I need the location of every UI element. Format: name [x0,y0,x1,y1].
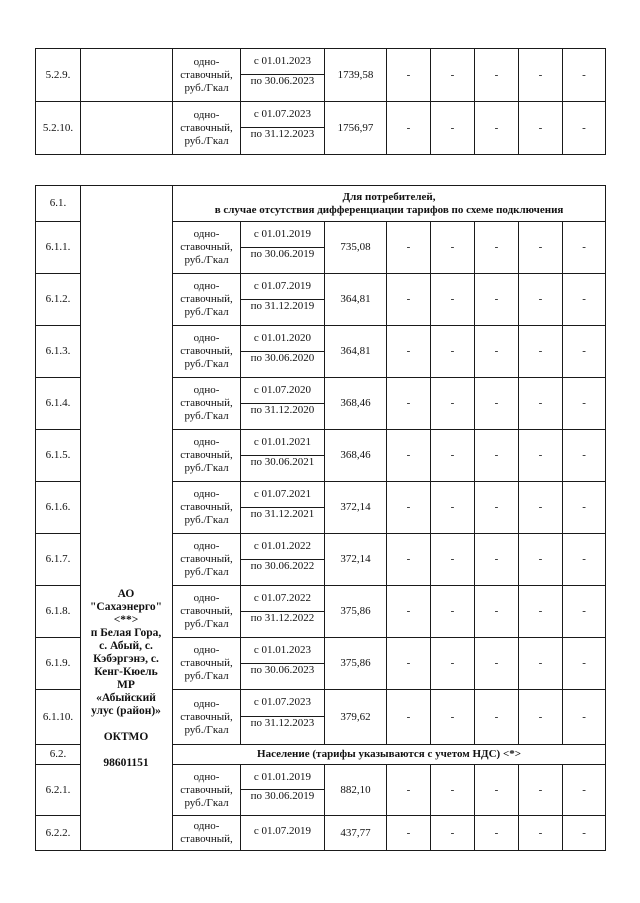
period-cell [241,482,325,534]
organization-line: "Сахаэнерго" [90,601,162,613]
unit-line-1: одно- [193,540,220,552]
dash-cell: - [431,638,475,690]
row-code: 6.1.5. [36,430,81,482]
dash-cell: - [519,482,563,534]
row-code: 6.1.8. [36,586,81,638]
dash-cell: - [475,482,519,534]
unit-line-3: руб./Гкал [184,410,229,422]
period-from: с 01.07.2023 [241,690,324,717]
dash-cell: - [519,586,563,638]
row-code: 6.1.4. [36,378,81,430]
dash-cell: - [387,326,431,378]
period-cell [241,274,325,326]
section-header [173,186,606,222]
unit-cell [173,765,241,816]
organization-line [80,744,172,757]
period-cell [241,326,325,378]
dash-cell: - [519,638,563,690]
dash-cell: - [387,274,431,326]
dash-cell: - [387,482,431,534]
dash-cell: - [519,690,563,745]
unit-line-1: одно- [193,108,220,121]
unit-line-1: одно- [193,697,220,710]
table-row [36,49,606,102]
period-to: по 31.12.2022 [250,611,315,624]
unit-line-3: руб./Гкал [184,462,229,474]
row-code: 6.1.9. [36,638,81,690]
period-from: с 01.01.2023 [241,638,324,664]
dash-cell: - [519,378,563,430]
unit-line-3: руб./Гкал [184,358,229,370]
unit-line-3: руб./Гкал [184,134,229,147]
unit-line-3: руб./Гкал [184,306,229,318]
dash-cell: - [387,816,431,851]
tariff-value: 1739,58 [325,49,387,102]
dash-cell: - [387,430,431,482]
organization-line: п Белая Гора, [90,627,162,639]
period-cell [241,586,325,638]
period-cell [241,816,325,851]
organization-line: 98601151 [103,757,149,769]
dash-cell: - [387,49,431,102]
tariff-value: 364,81 [325,326,387,378]
period-to: по 31.12.2023 [250,717,315,729]
unit-line-3: руб./Гкал [184,514,229,526]
period-to: по 30.06.2020 [250,351,315,364]
dash-cell: - [431,534,475,586]
period-cell [241,690,325,745]
organization-line [80,718,172,731]
unit-cell [173,586,241,638]
organization-line: «Абыйский [96,692,156,704]
dash-cell: - [475,586,519,638]
section-header: Население (тарифы указываются с учетом НДС) <*> [173,745,606,765]
row-code: 6.1.6. [36,482,81,534]
tariff-value: 735,08 [325,222,387,274]
unit-line-1: одно- [193,280,220,292]
period-cell [241,638,325,690]
row-code: 6.1.2. [36,274,81,326]
dash-cell: - [387,638,431,690]
row-code: 6.2.2. [36,816,81,851]
tariff-value: 368,46 [325,378,387,430]
unit-line-2: ставочный, [180,121,233,134]
unit-line-2: ставочный, [180,657,233,669]
unit-line-3: руб./Гкал [184,796,229,809]
dash-cell: - [563,49,606,102]
dash-cell: - [431,816,475,851]
period-from: с 01.01.2019 [241,222,324,248]
dash-cell: - [563,102,606,155]
unit-line-1: одно- [193,332,220,344]
period-cell [241,534,325,586]
dash-cell: - [563,765,606,816]
unit-cell [173,638,241,690]
organization-line: МР [117,679,135,691]
dash-cell: - [431,690,475,745]
tariff-value: 882,10 [325,765,387,816]
dash-cell: - [475,102,519,155]
unit-cell [173,102,241,155]
tariff-value: 437,77 [325,816,387,851]
unit-line-2: ставочный, [180,397,233,409]
dash-cell: - [431,378,475,430]
dash-cell: - [563,534,606,586]
dash-cell: - [431,586,475,638]
section-header-line-2: в случае отсутствия дифференциации тарифов по схеме подключения [214,203,564,216]
period-from: с 01.01.2019 [241,765,324,790]
organization-line: улус (район)» [91,705,161,717]
tariff-value: 379,62 [325,690,387,745]
row-code: 6.2.1. [36,765,81,816]
unit-line-1: одно- [193,488,220,500]
dash-cell: - [431,326,475,378]
dash-cell: - [431,274,475,326]
row-code: 6.1.7. [36,534,81,586]
unit-line-2: ставочный, [180,293,233,305]
unit-line-3: руб./Гкал [184,723,229,736]
unit-line-3: руб./Гкал [184,81,229,94]
tariff-value: 372,14 [325,482,387,534]
organization-line: АО [117,588,135,600]
dash-cell: - [519,222,563,274]
unit-line-3: руб./Гкал [184,254,229,266]
organization-cell [81,102,173,155]
dash-cell: - [475,534,519,586]
unit-line-1: одно- [193,55,220,68]
period-cell [241,430,325,482]
period-cell [241,765,325,816]
dash-cell: - [563,690,606,745]
period-from: с 01.07.2019 [253,824,312,837]
period-from: с 01.07.2022 [241,586,324,612]
unit-cell [173,274,241,326]
table-row [36,102,606,155]
dash-cell: - [431,765,475,816]
dash-cell: - [519,534,563,586]
dash-cell: - [519,816,563,851]
organization-line: Кэбэргэнэ, с. [93,653,159,665]
dash-cell: - [563,586,606,638]
dash-cell: - [519,765,563,816]
dash-cell: - [431,222,475,274]
tariff-value: 1756,97 [325,102,387,155]
dash-cell: - [431,482,475,534]
period-to: по 31.12.2020 [250,403,315,416]
organization-label [80,588,172,770]
organization-line: Кенг-Кюель [94,666,158,678]
tariff-table-top [35,48,606,155]
dash-cell: - [431,102,475,155]
dash-cell: - [387,534,431,586]
unit-cell [173,326,241,378]
period-to: по 30.06.2023 [250,75,315,87]
row-code: 6.1.1. [36,222,81,274]
period-from: с 01.01.2022 [241,534,324,560]
period-to: по 31.12.2021 [250,507,315,520]
dash-cell: - [387,690,431,745]
unit-line-1: одно- [193,436,220,448]
organization-line: с. Абый, с. [99,640,153,652]
organization-line: <**> [113,614,139,626]
dash-cell: - [563,274,606,326]
unit-line-2: ставочный, [180,345,233,357]
unit-line-1: одно- [193,820,220,832]
dash-cell: - [519,49,563,102]
unit-line-3: руб./Гкал [184,670,229,682]
unit-line-2: ставочный, [180,605,233,617]
unit-line-1: одно- [193,644,220,656]
unit-cell [173,534,241,586]
dash-cell: - [563,638,606,690]
period-cell [241,378,325,430]
dash-cell: - [519,274,563,326]
dash-cell: - [431,49,475,102]
dash-cell: - [563,326,606,378]
unit-line-2: ставочный, [180,241,233,253]
unit-line-2: ставочный, [180,710,233,723]
dash-cell: - [519,102,563,155]
unit-line-1: одно- [193,384,220,396]
dash-cell: - [475,274,519,326]
row-code: 5.2.9. [36,49,81,102]
section-6-1-row [36,186,606,222]
unit-cell [173,378,241,430]
row-code: 6.1. [36,186,81,222]
unit-line-3: руб./Гкал [184,618,229,630]
unit-line-2: ставочный, [180,501,233,513]
unit-line-3: руб./Гкал [184,566,229,578]
period-from: с 01.07.2021 [241,482,324,508]
period-to: по 30.06.2019 [250,247,315,260]
row-code: 6.1.3. [36,326,81,378]
unit-line-1: одно- [193,228,220,240]
unit-line-1: одно- [193,770,220,783]
dash-cell: - [563,378,606,430]
period-to: по 30.06.2023 [250,663,315,676]
period-from: с 01.07.2020 [241,378,324,404]
dash-cell: - [519,430,563,482]
dash-cell: - [475,430,519,482]
unit-cell [173,482,241,534]
dash-cell: - [387,222,431,274]
dash-cell: - [387,102,431,155]
dash-cell: - [475,816,519,851]
dash-cell: - [431,430,475,482]
dash-cell: - [563,482,606,534]
period-from: с 01.01.2020 [241,326,324,352]
tariff-value: 372,14 [325,534,387,586]
dash-cell: - [387,378,431,430]
period-cell [241,222,325,274]
dash-cell: - [563,222,606,274]
dash-cell: - [475,49,519,102]
tariff-value: 364,81 [325,274,387,326]
dash-cell: - [387,765,431,816]
unit-line-2: ставочный, [180,783,233,796]
tariff-value: 368,46 [325,430,387,482]
period-to: по 31.12.2023 [250,128,315,140]
row-code: 6.1.10. [36,690,81,745]
period-from: с 01.07.2023 [241,102,324,128]
period-from: с 01.07.2019 [241,274,324,300]
period-to: по 31.12.2019 [250,299,315,312]
period-to: по 30.06.2022 [250,559,315,572]
dash-cell: - [475,690,519,745]
section-header-line-1: Для потребителей, [342,190,436,203]
dash-cell: - [475,326,519,378]
tariff-value: 375,86 [325,586,387,638]
unit-line-2: ставочный, [180,833,233,845]
organization-cell [81,49,173,102]
organization-line: ОКТМО [103,731,149,743]
dash-cell: - [519,326,563,378]
period-from: с 01.01.2021 [241,430,324,456]
period-to: по 30.06.2021 [250,455,315,468]
dash-cell: - [563,816,606,851]
dash-cell: - [475,222,519,274]
unit-cell [173,430,241,482]
dash-cell: - [475,378,519,430]
unit-line-1: одно- [193,592,220,604]
unit-line-2: ставочный, [180,553,233,565]
period-to: по 30.06.2019 [250,790,315,802]
tariff-value: 375,86 [325,638,387,690]
period-cell [241,102,325,155]
unit-cell [173,222,241,274]
unit-line-2: ставочный, [180,68,233,81]
dash-cell: - [475,638,519,690]
unit-cell [173,816,241,851]
unit-cell [173,690,241,745]
period-cell [241,49,325,102]
period-from: с 01.01.2023 [241,49,324,75]
dash-cell: - [387,586,431,638]
unit-cell [173,49,241,102]
unit-line-2: ставочный, [180,449,233,461]
row-code: 5.2.10. [36,102,81,155]
dash-cell: - [563,430,606,482]
row-code: 6.2. [36,745,81,765]
dash-cell: - [475,765,519,816]
